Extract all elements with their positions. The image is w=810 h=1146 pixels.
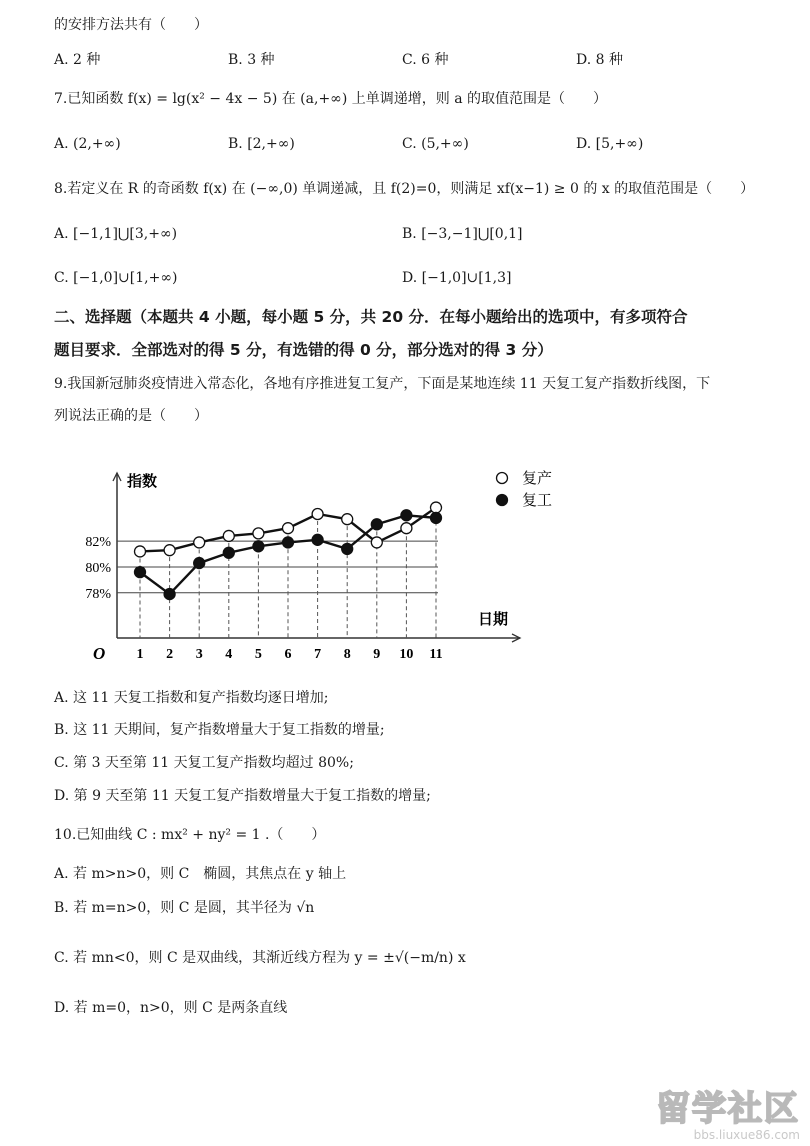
- x-tick-label: 7: [314, 647, 322, 662]
- q9-option-a: A. 这 11 天复工指数和复产指数均逐日增加;: [54, 690, 329, 706]
- x-tick-label: 8: [343, 647, 351, 662]
- fugong-point: [164, 589, 175, 600]
- fuchan-point: [431, 502, 442, 513]
- x-tick-label: 4: [225, 647, 233, 662]
- fuchan-point: [283, 523, 294, 534]
- q7-option-c: C. (5,+∞): [402, 136, 469, 152]
- fuchan-point: [371, 537, 382, 548]
- fugong-point: [194, 558, 205, 569]
- legend-marker: [497, 473, 508, 484]
- x-tick-label: 9: [373, 647, 381, 662]
- section2-heading-line1: 二、选择题（本题共 4 小题，每小题 5 分，共 20 分．在每小题给出的选项中，有多项符合: [54, 308, 688, 326]
- q9-option-b: B. 这 11 天期间，复产指数增量大于复工指数的增量;: [54, 722, 385, 738]
- q6-option-d: D. 8 种: [576, 52, 623, 68]
- fugong-point: [135, 567, 146, 578]
- q9-option-c: C. 第 3 天至第 11 天复工复产指数均超过 80%;: [54, 755, 354, 771]
- y-axis-title: 指数: [127, 474, 158, 490]
- q8-stem: 8.若定义在 R 的奇函数 f(x) 在 (−∞,0) 单调递减，且 f(2)=0，则满足 xf(x−1) ≥ 0 的 x 的取值范围是（ ）: [54, 181, 755, 197]
- y-tick-label: 82%: [85, 535, 111, 551]
- fuchan-point: [401, 523, 412, 534]
- q8-option-d: D. [−1,0]∪[1,3]: [402, 270, 512, 286]
- q7-option-b: B. [2,+∞): [228, 136, 295, 152]
- index-line-chart: [0, 455, 810, 670]
- y-tick-label: 80%: [85, 560, 111, 576]
- q6-option-a: A. 2 种: [54, 52, 101, 68]
- q7-stem: 7.已知函数 f(x) = lg(x² − 4x − 5) 在 (a,+∞) 上单调递增，则 a 的取值范围是（ ）: [54, 91, 607, 107]
- legend-marker: [497, 495, 508, 506]
- x-tick-label: 6: [284, 647, 292, 662]
- q8-option-c: C. [−1,0]∪[1,+∞): [54, 270, 178, 286]
- q7-option-a: A. (2,+∞): [54, 136, 121, 152]
- watermark-url: bbs.liuxue86.com: [693, 1128, 800, 1142]
- fugong-point: [371, 519, 382, 530]
- x-tick-label: 10: [399, 647, 414, 662]
- q10-option-d: D. 若 m=0，n>0，则 C 是两条直线: [54, 1000, 288, 1016]
- fuchan-point: [223, 530, 234, 541]
- fugong-point: [283, 537, 294, 548]
- fuchan-point: [164, 545, 175, 556]
- q6-option-b: B. 3 种: [228, 52, 275, 68]
- q6-stem-tail: 的安排方法共有（ ）: [54, 17, 208, 33]
- fuchan-point: [312, 509, 323, 520]
- q9-stem-line2: 列说法正确的是（ ）: [54, 408, 208, 424]
- fugong-point: [342, 543, 353, 554]
- q8-option-b: B. [−3,−1]⋃[0,1]: [402, 226, 523, 242]
- fuchan-point: [342, 514, 353, 525]
- fugong-point: [431, 512, 442, 523]
- x-tick-label: 1: [136, 647, 144, 662]
- fugong-point: [312, 534, 323, 545]
- q10-stem: 10.已知曲线 C : mx² + ny² = 1 .（ ）: [54, 827, 326, 843]
- q6-option-c: C. 6 种: [402, 52, 449, 68]
- q10-option-c: C. 若 mn<0，则 C 是双曲线，其渐近线方程为 y = ±√(−m/n) x: [54, 950, 466, 966]
- origin-label: O: [93, 644, 106, 663]
- q10-option-a: A. 若 m>n>0，则 C 椭圆，其焦点在 y 轴上: [54, 866, 347, 882]
- x-tick-label: 11: [429, 647, 443, 662]
- fugong-point: [401, 510, 412, 521]
- q10-option-b: B. 若 m=n>0，则 C 是圆，其半径为 √n: [54, 900, 315, 916]
- legend-label: 复产: [522, 471, 553, 487]
- fuchan-point: [135, 546, 146, 557]
- q9-option-d: D. 第 9 天至第 11 天复工复产指数增量大于复工指数的增量;: [54, 788, 431, 804]
- fugong-point: [253, 541, 264, 552]
- q8-option-a: A. [−1,1]⋃[3,+∞): [54, 226, 178, 242]
- fuchan-point: [253, 528, 264, 539]
- x-tick-label: 2: [166, 647, 174, 662]
- q9-stem-line1: 9.我国新冠肺炎疫情进入常态化，各地有序推进复工复产，下面是某地连续 11 天复工复产指数折线图，下: [54, 376, 711, 392]
- fuchan-point: [194, 537, 205, 548]
- watermark: [656, 1090, 800, 1142]
- x-axis-title: 日期: [478, 612, 509, 628]
- x-tick-label: 3: [195, 647, 203, 662]
- y-tick-label: 78%: [85, 586, 111, 602]
- legend-label: 复工: [522, 493, 553, 509]
- watermark-logo-text: 留学社区: [656, 1089, 800, 1129]
- section2-heading-line2: 题目要求．全部选对的得 5 分，有选错的得 0 分，部分选对的得 3 分）: [54, 341, 553, 359]
- fugong-point: [223, 547, 234, 558]
- x-tick-label: 5: [254, 647, 262, 662]
- q7-option-d: D. [5,+∞): [576, 136, 644, 152]
